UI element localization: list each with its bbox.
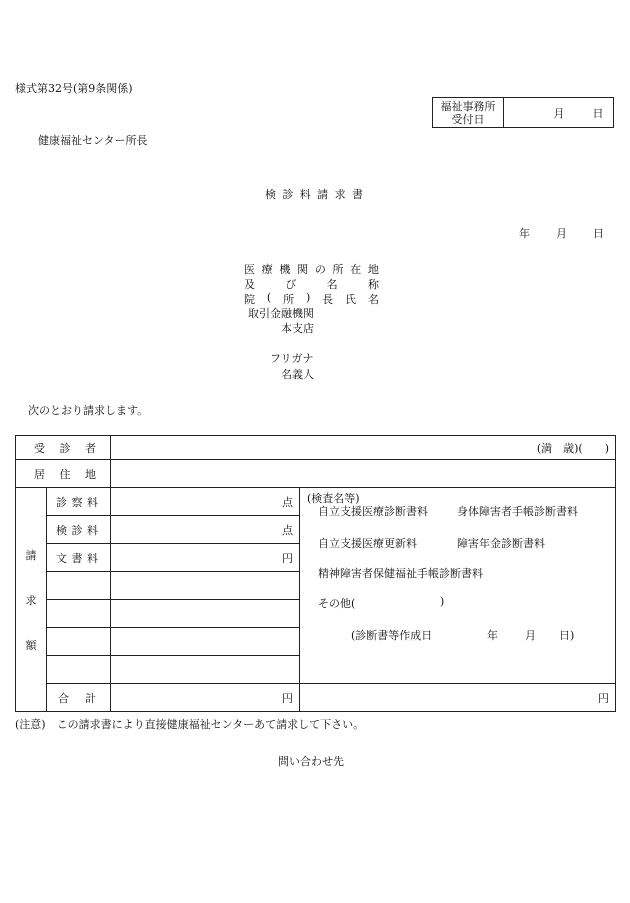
receipt-date-field[interactable] [504,98,613,127]
address-field[interactable] [111,460,616,488]
contact-label: 問い合わせ先 [278,755,344,768]
fee-input-document[interactable]: 円 [111,544,300,572]
fee-label-document: 文 書 料 [47,544,111,572]
account-holder-label: 名義人 [281,368,314,381]
receipt-label-line1: 福祉事務所 [440,99,496,113]
fee-label-consultation: 診 察 料 [47,488,111,516]
exam-item-4: 障害年金診断書料 [457,537,545,550]
claim-table [15,435,616,712]
fee-label-blank[interactable] [47,572,111,600]
receipt-box [432,97,614,128]
institution-name-label: 及 び 名 称 [244,278,379,291]
receipt-label-line2: 受付日 [451,112,485,126]
exam-other-close: ) [440,595,445,608]
fee-input-consultation[interactable]: 点 [111,488,300,516]
receipt-day: 日 [592,106,604,120]
exam-created-month: 月 [525,629,536,642]
receipt-label [433,98,504,127]
fee-label-blank[interactable] [47,600,111,628]
patient-age: (満 歳)( ) [536,441,610,455]
exam-created-day: 日) [559,629,575,642]
addressee: 健康福祉センター所長 [38,134,148,147]
exam-details-cell [300,488,616,684]
bank-label: 取引金融機関 [248,307,314,320]
total-row [16,684,616,712]
patient-label-cell: 受 診 者 [16,436,111,460]
exam-heading: (検査名等) [307,492,360,505]
fee-input-blank[interactable] [111,628,300,656]
fee-label-blank[interactable] [47,628,111,656]
date-line[interactable]: 年 月 日 [519,227,604,240]
fee-input-blank[interactable] [111,572,300,600]
total-label: 合 計 [47,684,111,712]
claim-amount-label-cell: 請 求 額 [16,488,47,712]
request-text: 次のとおり請求します。 [28,404,149,417]
exam-item-3: 自立支援医療更新料 [318,537,417,550]
exam-item-1: 自立支援医療診断書料 [318,505,428,518]
exam-created-year: 年 [487,629,498,642]
fee-input-blank[interactable] [111,656,300,684]
director-name-label: 院 ( 所 ) 長 氏 名 [244,291,379,306]
receipt-month: 月 [553,106,565,120]
document-title: 検 診 料 請 求 書 [265,188,363,201]
fee-input-blank[interactable] [111,600,300,628]
fee-input-checkup[interactable]: 点 [111,516,300,544]
exam-item-5: 精神障害者保健福祉手帳診断書料 [318,567,483,580]
note: (注意) この請求書により直接健康福祉センターあて請求して下さい。 [15,718,365,731]
institution-address-label: 医 療 機 関 の 所 在 地 [244,263,379,276]
fee-row-consultation [16,488,616,516]
fee-label-blank[interactable] [47,656,111,684]
total-input[interactable]: 円 [111,684,300,712]
exam-item-2: 身体障害者手帳診断書料 [457,505,578,518]
exam-other: その他( [318,597,356,610]
branch-label: 本支店 [281,322,314,335]
exam-created-date-label: (診断書等作成日 [351,629,433,642]
form-number: 様式第32号(第9条関係) [15,82,133,95]
address-label-cell: 居 住 地 [16,460,111,488]
fee-label-checkup: 検 診 料 [47,516,111,544]
total-exam-input[interactable]: 円 [300,684,616,712]
patient-field[interactable] [111,436,616,460]
furigana-label: フリガナ [270,352,314,365]
patient-row [16,436,616,460]
address-row [16,460,616,488]
